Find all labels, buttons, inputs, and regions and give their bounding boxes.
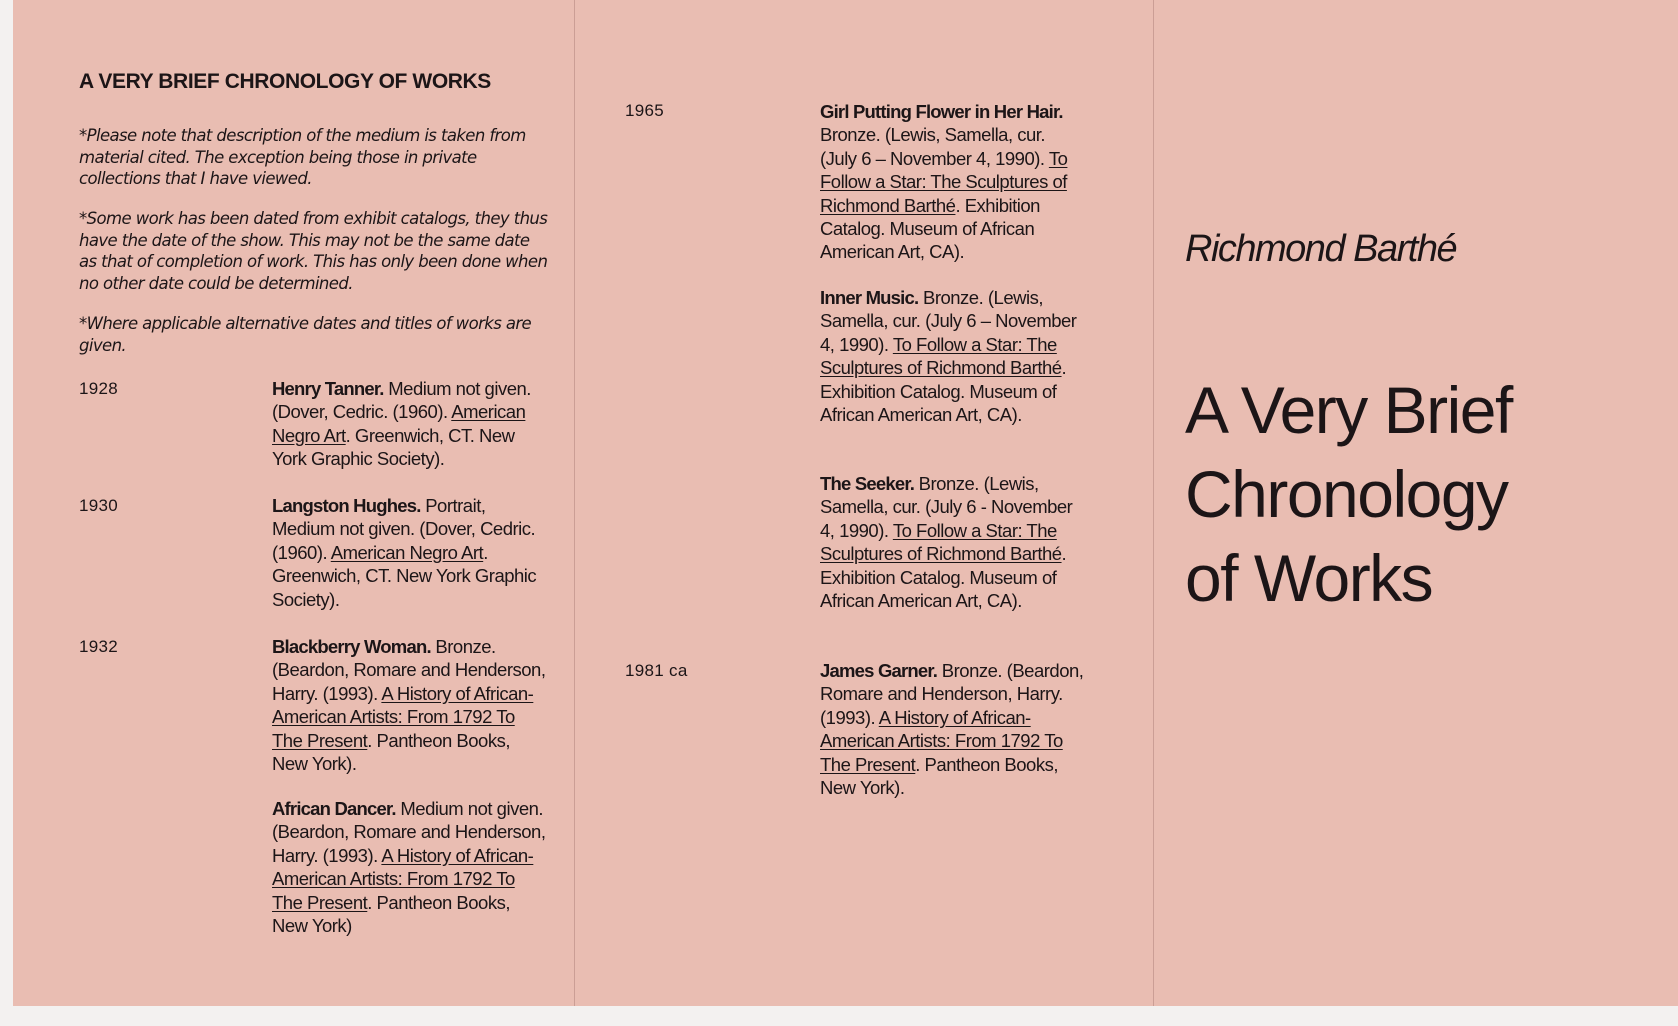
panel-chronology-middle xyxy=(625,0,1095,1006)
cover-title xyxy=(1185,368,1512,620)
work-title: Langston Hughes. xyxy=(272,495,421,516)
work-title: Henry Tanner. xyxy=(272,378,384,399)
entry-year: 1981 ca xyxy=(625,661,688,680)
work-title: The Seeker. xyxy=(820,473,915,494)
panel-chronology-left xyxy=(79,0,559,1006)
entry-description xyxy=(272,494,547,611)
entry-description xyxy=(272,635,547,775)
entry-citation: Medium not given. (Beardon, Romare and Henderson, Harry. (1993). xyxy=(272,798,546,866)
book-title: A History of African-American Artists: From 1792 To The Present xyxy=(272,844,534,913)
entry-publisher: . Pantheon Books, New York). xyxy=(820,753,1058,799)
entry-citation: Bronze. (Beardon, Romare and Henderson, Harry. (1993). xyxy=(820,660,1084,728)
cover-title-line: A Very Brief xyxy=(1185,373,1512,447)
book-title: American Negro Art xyxy=(272,401,526,446)
entry-publisher: . Exhibition Catalog. Museum of African American Art, CA). xyxy=(820,543,1067,612)
entry-citation: Bronze. (Lewis, Samella, cur. (July 6 - November 4, 1990). xyxy=(820,473,1073,541)
book-title: To Follow a Star: The Sculptures of Richmond Barthé xyxy=(820,147,1068,216)
work-title: African Dancer. xyxy=(272,798,396,819)
entry-publisher: . Pantheon Books, New York) xyxy=(272,891,510,937)
note-dating: *Some work has been dated from exhibit catalogs, they thus have the date of the show. This may not be the same date as that of completion of work. This has only been done when no other date could be determined. xyxy=(79,209,548,293)
entry-publisher: . Exhibition Catalog. Museum of African American Art, CA). xyxy=(820,194,1040,263)
book-title: A History of African-American Artists: From 1792 To The Present xyxy=(820,706,1063,775)
fold-line-right xyxy=(1153,0,1154,1006)
note-medium: *Please note that description of the medium is taken from material cited. The exception being those in private collections that I have viewed. xyxy=(79,126,526,188)
entry-year: 1932 xyxy=(79,637,119,656)
entry-description xyxy=(272,797,547,937)
entry-citation: Bronze. (Lewis, Samella, cur. (July 6 – November 4, 1990). xyxy=(820,124,1049,169)
work-title: Girl Putting Flower in Her Hair. xyxy=(820,101,1063,122)
entry-publisher: . Exhibition Catalog. Museum of African American Art, CA). xyxy=(820,357,1067,426)
book-title: To Follow a Star: The Sculptures of Richmond Barthé xyxy=(820,333,1062,379)
entry-citation: Bronze. (Beardon, Romare and Henderson, Harry. (1993). xyxy=(272,636,546,704)
brochure-sheet xyxy=(13,0,1678,1006)
book-title: To Follow a Star: The Sculptures of Richmond Barthé xyxy=(820,519,1062,565)
entry-year: 1928 xyxy=(79,379,119,398)
work-title: James Garner. xyxy=(820,660,938,681)
entry-citation: Bronze. (Lewis, Samella, cur. (July 6 – November 4, 1990). xyxy=(820,287,1077,355)
chronology-heading: A VERY BRIEF CHRONOLOGY OF WORKS xyxy=(79,70,491,93)
work-title: Inner Music. xyxy=(820,287,919,308)
panel-cover xyxy=(1173,0,1613,1006)
entry-description xyxy=(272,377,547,471)
entry-description xyxy=(820,472,1085,612)
cover-title-line: Chronology xyxy=(1185,457,1508,531)
work-title: Blackberry Woman. xyxy=(272,636,431,657)
entry-description xyxy=(820,659,1085,799)
entry-publisher: . Greenwich, CT. New York Graphic Society). xyxy=(272,424,515,470)
entry-publisher: . Pantheon Books, New York). xyxy=(272,729,510,775)
book-title: American Negro Art xyxy=(330,541,484,563)
note-alternatives: *Where applicable alternative dates and titles of works are given. xyxy=(79,314,532,355)
cover-title-line: of Works xyxy=(1185,541,1433,615)
fold-line-left xyxy=(574,0,575,1006)
entry-citation: Portrait, Medium not given. (Dover, Cedric. (1960). xyxy=(272,495,536,563)
book-title: A History of African-American Artists: From 1792 To The Present xyxy=(272,682,534,751)
entry-publisher: . Greenwich, CT. New York Graphic Society). xyxy=(272,541,537,610)
entry-description xyxy=(820,286,1085,426)
cover-artist-name: Richmond Barthé xyxy=(1185,228,1457,270)
entry-description xyxy=(820,100,1085,264)
entry-year: 1930 xyxy=(79,496,119,515)
entry-citation: Medium not given. (Dover, Cedric. (1960). xyxy=(272,378,531,423)
entry-year: 1965 xyxy=(625,101,665,120)
